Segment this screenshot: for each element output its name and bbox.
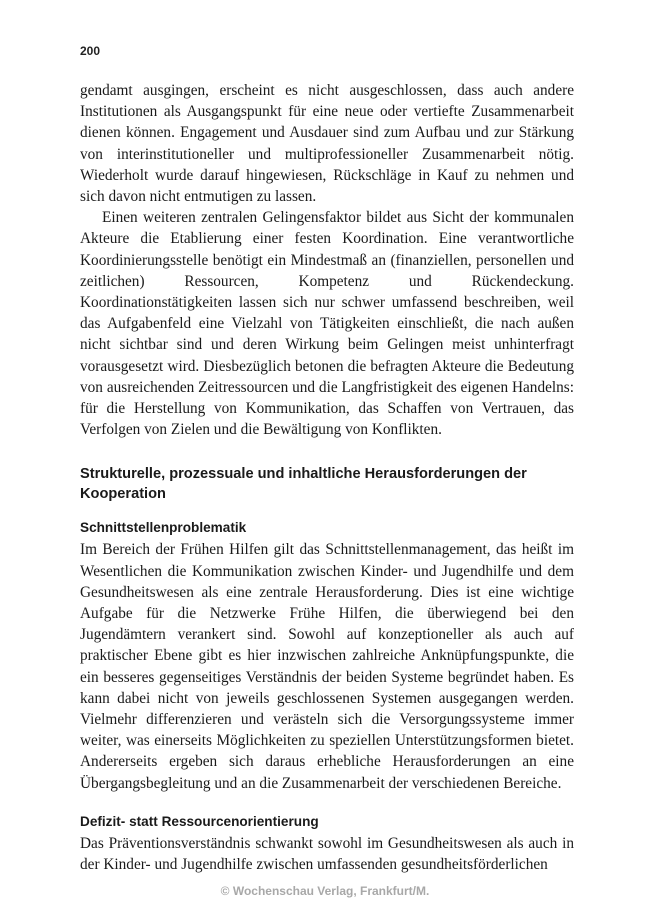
page-number: 200 (80, 44, 101, 58)
section-heading: Strukturelle, prozessuale und inhaltliche Herausforderungen der Kooperation (80, 466, 527, 503)
page-body (80, 80, 574, 875)
body-paragraph-4: Das Präventionsverständnis schwankt sowohl im Gesundheitswesen als auch in der Kinder- und Jugendhilfe zwischen umfassenden gesundheitsförderlichen (80, 834, 574, 874)
subheading-schnittstellenproblematik: Schnittstellenproblematik (80, 520, 247, 536)
body-paragraph-3: Im Bereich der Frühen Hilfen gilt das Schnittstellenmanagement, das heißt im Wesentlichen die Kommunikation zwischen Kinder- und Jugendhilfe und dem Gesundheitswesen als eine zentrale Herausforderung. Dies ist eine wichtige Aufgabe für die Netzwerke Frühe Hilfen, die überwiegend bei den Jugendämtern verankert sind. Sowohl auf konzeptioneller als auch auf praktischer Ebene gibt es hier inzwischen zahlreiche Anknüpfungspunkte, die ein besseres gegenseitiges Verständnis der beiden Systeme begründet haben. Es kann dabei nicht von jeweils geschlossenen Systemen ausgegangen werden. Vielmehr differenzieren und verästeln sich die Versorgungssysteme immer weiter, was einerseits Möglichkeiten zu speziellen Unterstützungsformen bietet. Andererseits ergeben sich daraus erhebliche Herausforderungen an eine Übergangsbegleitung und an die Zusammenarbeit der verschiedenen Bereiche. (80, 541, 574, 792)
body-paragraph-1: gendamt ausgingen, erscheint es nicht ausgeschlossen, dass auch andere Institutionen als Ausgangspunkt für eine neue oder vertiefte Zusammenarbeit dienen können. Engagement und Ausdauer sind zum Aufbau und zur Stärkung von interinstitutioneller und multiprofessioneller Zusammenarbeit nötig. Wiederholt wurde darauf hingewiesen, Rückschläge in Kauf zu nehmen und sich davon nicht entmutigen zu lassen. (80, 82, 574, 206)
subheading-defizit-orientierung: Defizit- statt Ressourcenorientierung (80, 813, 319, 829)
body-paragraph-2: Einen weiteren zentralen Gelingensfaktor bildet aus Sicht der kommunalen Akteure die Etablierung einer festen Koordination. Eine verantwortliche Koordinierungsstelle benötigt ein Mindestmaß an (finanziellen, personellen und zeitlichen) Ressourcen, Kompetenz und Rückendeckung. Koordinationstätigkeiten lassen sich nur schwer umfassend beschreiben, weil das Aufgabenfeld eine Vielzahl von Tätigkeiten einschließt, die nach außen nicht sichtbar sind und deren Wirkung beim Gelingen meist unhinterfragt vorausgesetzt wird. Diesbezüglich betonen die befragten Akteure die Bedeutung von ausreichenden Zeitressourcen und die Langfristigkeit des eigenen Handelns: für die Herstellung von Kommunikation, das Schaffen von Vertrauen, das Verfolgen von Zielen und die Bewältigung von Konflikten. (80, 209, 574, 439)
copyright-footer: © Wochenschau Verlag, Frankfurt/M. (220, 884, 430, 898)
